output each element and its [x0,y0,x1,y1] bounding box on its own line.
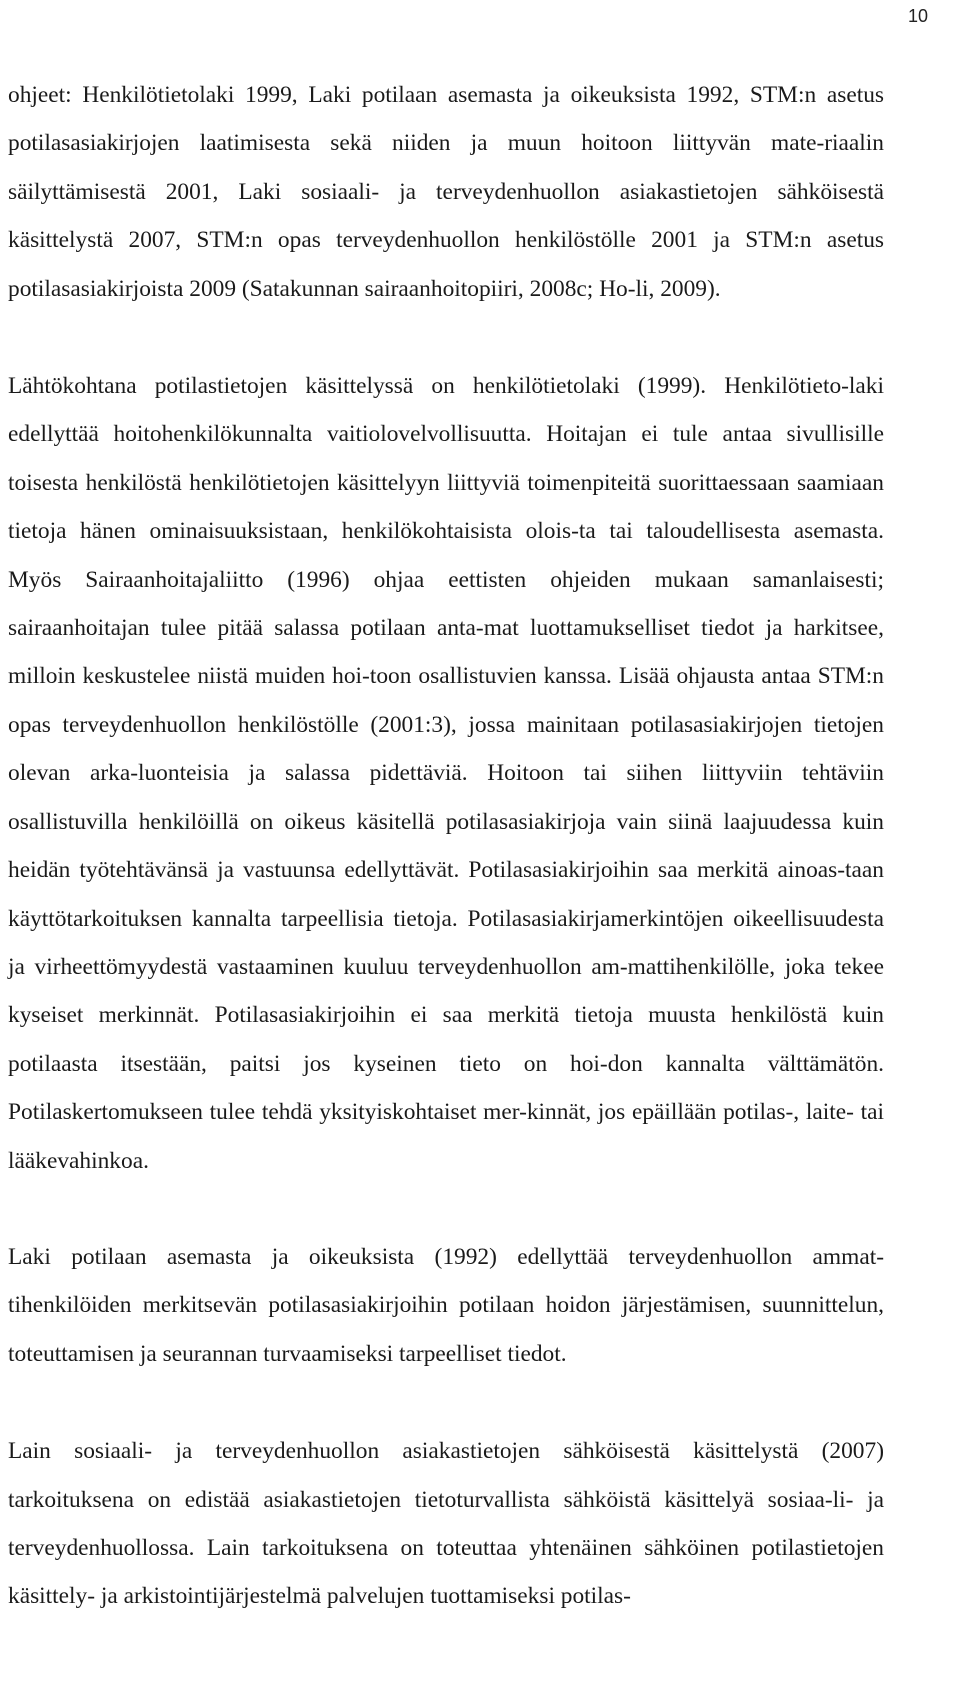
paragraph-patient-status-act: Laki potilaan asemasta ja oikeuksista (1992) edellyttää terveydenhuollon ammat-tihenkilöiden merkitsevän potilasasiakirjoihin potilaan hoidon järjestämisen, suunnittelun, toteuttamisen ja seurannan turvaamiseksi tarpeelliset tiedot. [8,1243,884,1367]
document-body [8,71,884,1621]
paragraph-electronic-processing-act: Lain sosiaali- ja terveydenhuollon asiakastietojen sähköisestä käsittelystä (2007) tarkoituksena on edistää asiakastietojen tietoturvallista sähköistä käsittelyä sosiaa-li- ja terveydenhuollossa. Lain tarkoituksena on toteuttaa yhtenäinen sähköinen potilastietojen käsittely- ja arkistointijärjestelmä palvelujen tuottamiseksi potilas- [8,1438,884,1610]
page-number: 10 [907,6,928,26]
paragraph-personal-data-act: Lähtökohtana potilastietojen käsittelyssä on henkilötietolaki (1999). Henkilötieto-laki edellyttää hoitohenkilökunnalta vaitiolovelvollisuutta. Hoitajan ei tule antaa sivullisille toisesta henkilöstä henkilötietojen käsittelyyn liittyviä toimenpiteitä suorittaessaan saamiaan tietoja hänen ominaisuuksistaan, henkilökohtaisista olois-ta tai taloudellisesta asemasta. Myös Sairaanhoitajaliitto (1996) ohjaa eettisten ohjeiden mukaan samanlaisesti; sairaanhoitajan tulee pitää salassa potilaan anta-mat luottamukselliset tiedot ja harkitsee, milloin keskustelee niistä muiden hoi-toon osallistuvien kanssa. Lisää ohjausta antaa STM:n opas terveydenhuollon henkilöstölle (2001:3), jossa mainitaan potilasasiakirjojen tietojen olevan arka-luonteisia ja salassa pidettäviä. Hoitoon tai siihen liittyviin tehtäviin osallistuvilla henkilöillä on oikeus käsitellä potilasasiakirjoja vain siinä laajuudessa kuin heidän työtehtävänsä ja vastuunsa edellyttävät. Potilasasiakirjoihin saa merkitä ainoas-taan käyttötarkoituksen kannalta tarpeellisia tietoja. Potilasasiakirjamerkintöjen oikeellisuudesta ja virheettömyydestä vastaaminen kuuluu terveydenhuollon am-mattihenkilölle, joka tekee kyseiset merkinnät. Potilasasiakirjoihin ei saa merkitä tietoja muusta henkilöstä kuin potilaasta itsestään, paitsi jos kyseinen tieto on hoi-don kannalta välttämätön. Potilaskertomukseen tulee tehdä yksityiskohtaiset mer-kinnät, jos epäillään potilas-, laite- tai lääkevahinkoa. [8,373,884,1174]
paragraph-guidelines-list: ohjeet: Henkilötietolaki 1999, Laki potilaan asemasta ja oikeuksista 1992, STM:n asetus potilasasiakirjojen laatimisesta sekä niiden ja muun hoitoon liittyvän mate-riaalin säilyttämisestä 2001, Laki sosiaali- ja terveydenhuollon asiakastietojen sähköisestä käsittelystä 2007, STM:n opas terveydenhuollon henkilöstölle 2001 ja STM:n asetus potilasasiakirjoista 2009 (Satakunnan sairaanhoitopiiri, 2008c; Ho-li, 2009). [8,82,884,302]
